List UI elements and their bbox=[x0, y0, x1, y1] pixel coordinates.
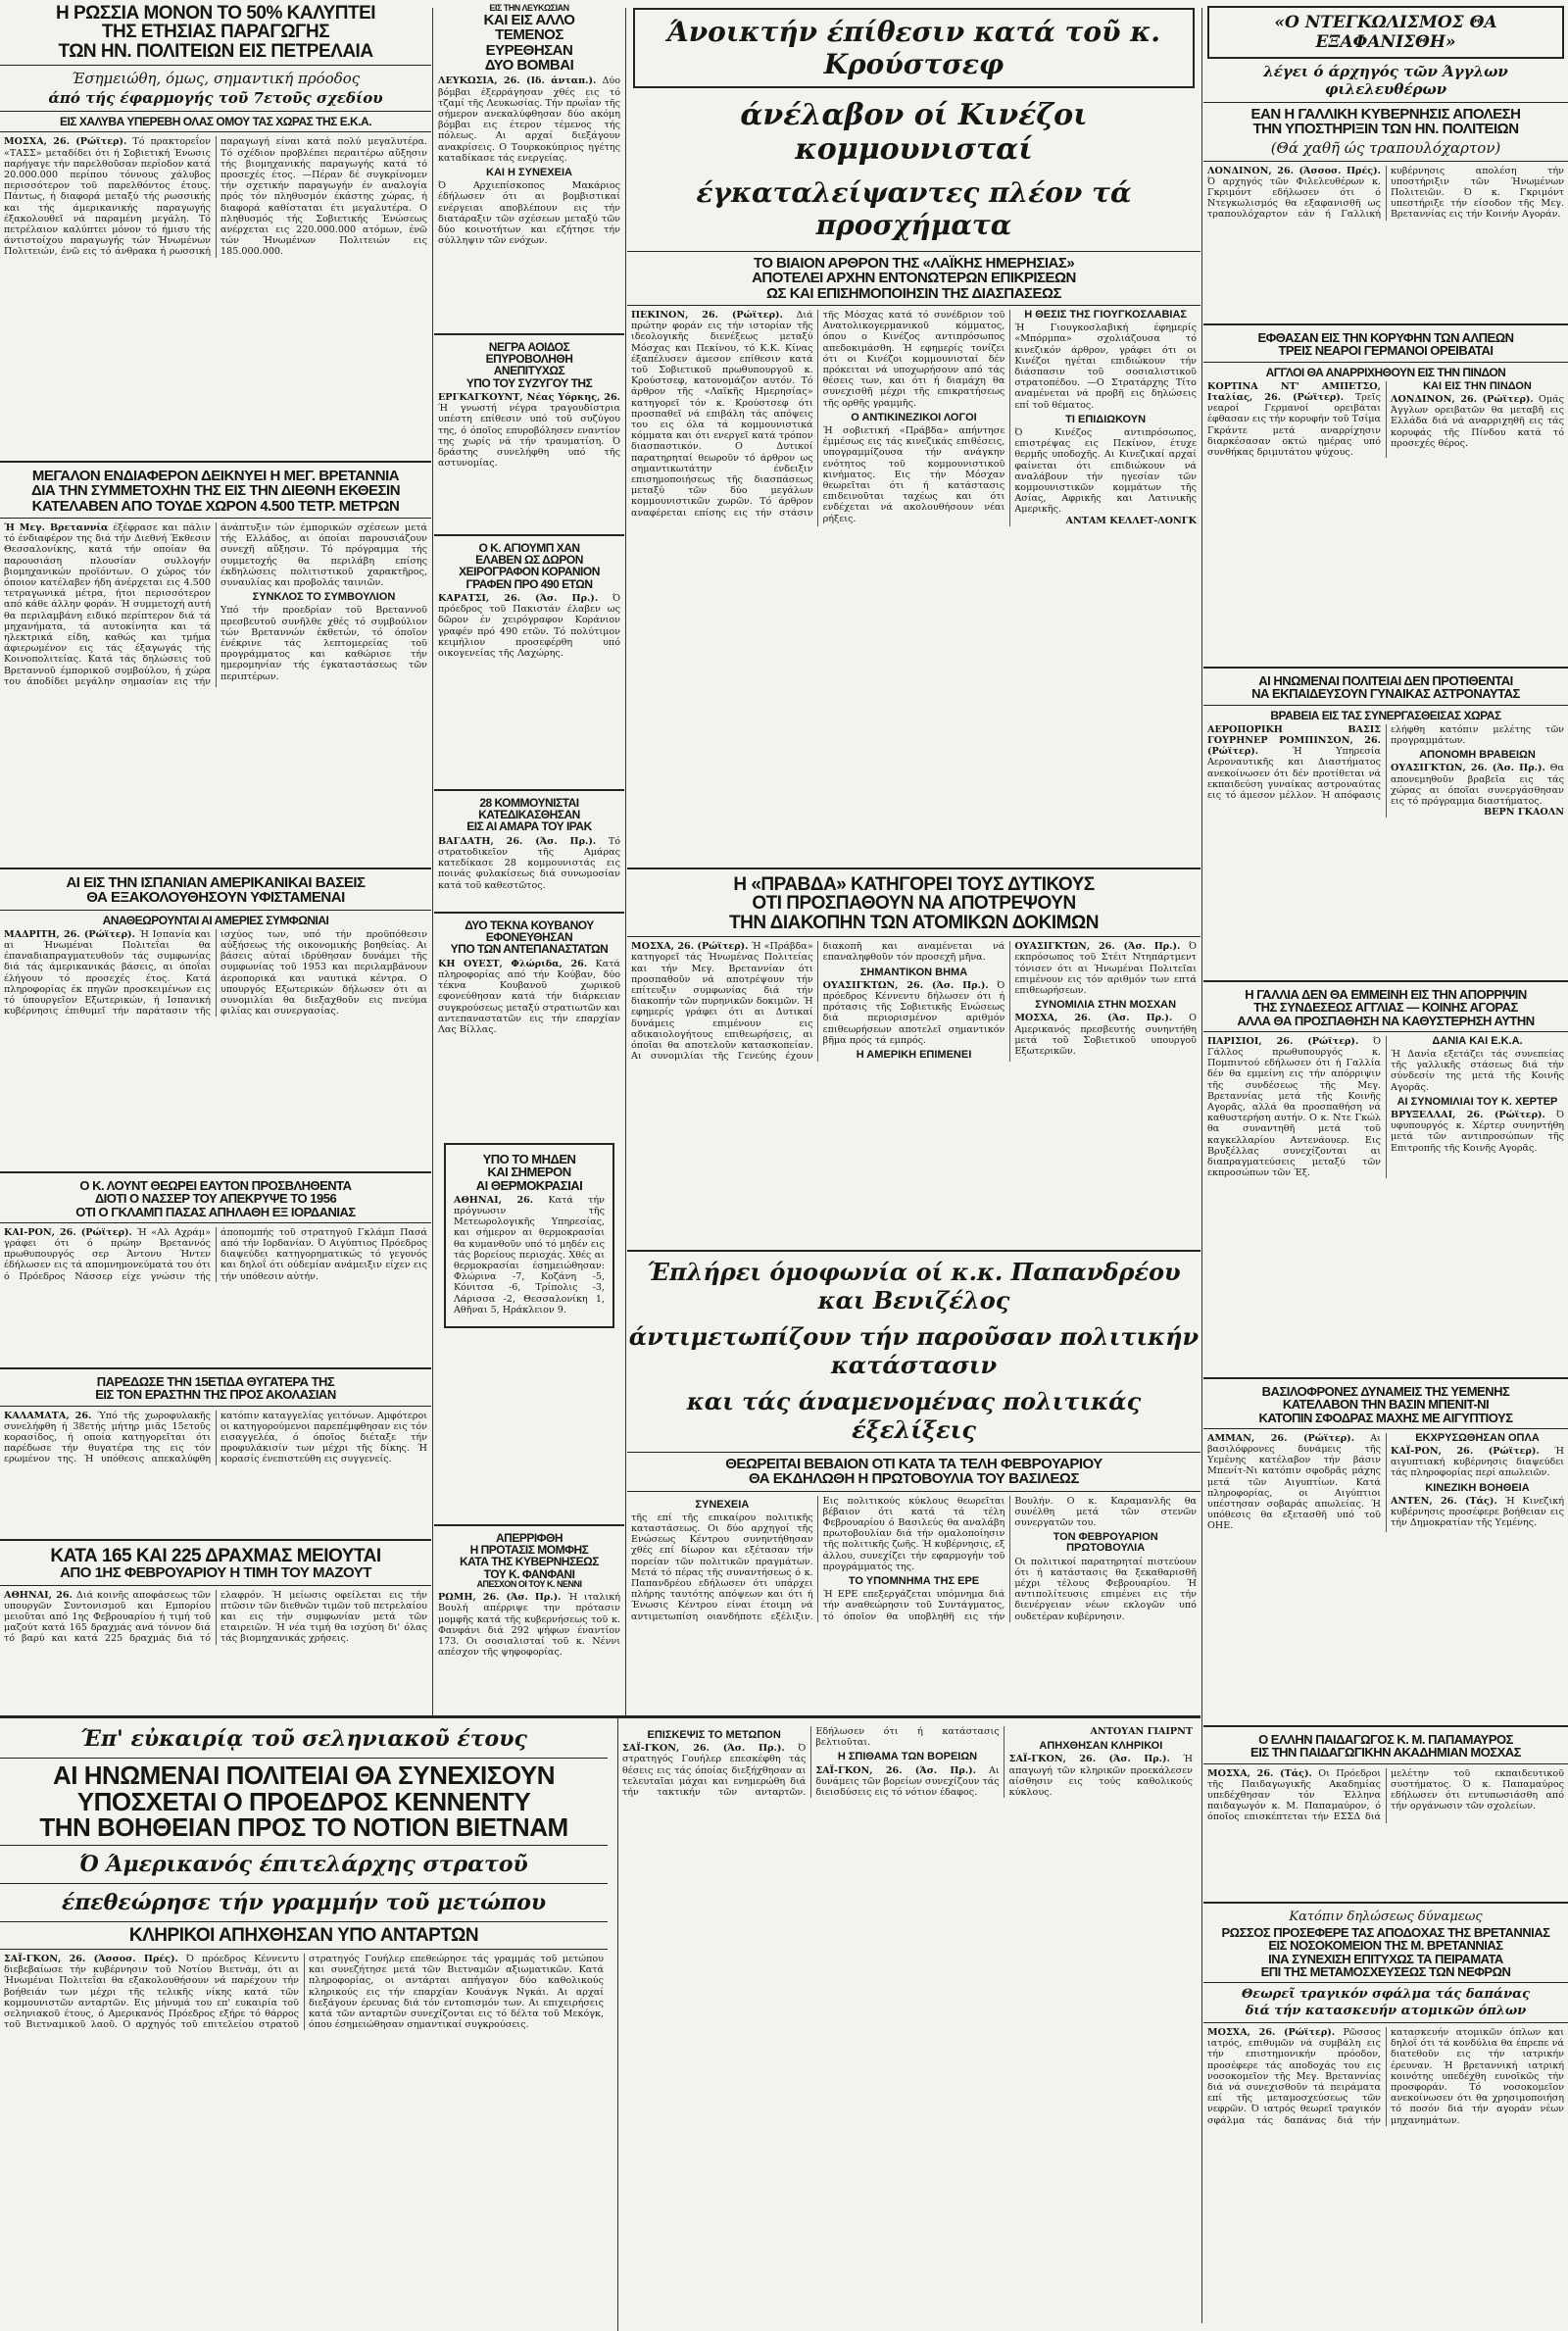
headline: ΚΑΤΕΔΙΚΑΣΘΗΣΑΝ bbox=[478, 808, 580, 822]
interheadline: ΚΑΙ ΕΙΣ ΤΗΝ ΠΙΝΔΟΝ bbox=[1423, 379, 1532, 392]
article-text: Ή Κινεζική κυβέρνησις προσέφερε βοήθειαν εις τήν Δημοκρατίαν τῆς Υεμένης. bbox=[1391, 1495, 1564, 1529]
headline: ΥΠΟ ΤΟΥ ΣΥΖΥΓΟΥ ΤΗΣ bbox=[466, 375, 593, 390]
story-britain-expo bbox=[0, 461, 431, 869]
byline: ΑΝΤΑΜ ΚΕΛΛΕΤ-ΛΟΝΓΚ bbox=[1065, 515, 1197, 526]
headline: Η ΓΑΛΛΙΑ ΔΕΝ ΘΑ ΕΜΜΕΙΝΗ ΕΙΣ ΤΗΝ ΑΠΟΡΡΙΨΙΝ bbox=[1245, 987, 1527, 1002]
dateline: ΑΝΤΕΝ, 26. (Τάς). bbox=[1391, 1495, 1497, 1507]
story-gaullism bbox=[1203, 4, 1568, 327]
headline: Η ΡΩΣΣΙΑ ΜΟΝΟΝ ΤΟ 50% ΚΑΛΥΠΤΕΙ bbox=[55, 4, 376, 24]
article-text: Τρεῖς νεαροί Γερμανοί ορειβάται έφθασαν εις τήν κορυφήν τοῦ Τσίμα Γκράντε μετά αναρρίχησιν διαρκέσασαν οκτώ ημέρας υπό συνθήκας δριμυτάτου ψύχους. bbox=[1207, 391, 1381, 458]
article-text: Ή αιγυπτιακή κυβέρνησις διαψεύδει τάς πληροφορίας περί απωλειῶν. bbox=[1391, 1445, 1564, 1479]
headline: ΕΙΣ ΑΙ ΑΜΑΡΑ ΤΟΥ ΙΡΑΚ bbox=[466, 819, 592, 834]
subheadline: Θεωρεῖ τραγικόν σφάλμα τάς δαπάνας bbox=[1241, 1987, 1531, 2002]
interheadline: ΣΥΝΚΛΟΣ ΤΟ ΣΥΜΒΟΥΛΙΟΝ bbox=[252, 591, 396, 604]
interheadline: ΑΙ ΣΥΝΟΜΙΛΙΑΙ ΤΟΥ Κ. ΧΕΡΤΕΡ bbox=[1396, 1095, 1558, 1108]
headline-script: Ό Άμερικανός έπιτελάρχης στρατοῦ bbox=[79, 1851, 528, 1877]
headline: 28 ΚΟΜΜΟΥΝΙΣΤΑΙ bbox=[479, 796, 579, 810]
headline: Ο Κ. ΛΟΥΝΤ ΘΕΩΡΕΙ ΕΑΥΤΟΝ ΠΡΟΣΒΛΗΘΕΝΤΑ bbox=[79, 1178, 352, 1193]
deck: ΒΡΑΒΕΙΑ ΕΙΣ ΤΑΣ ΣΥΝΕΡΓΑΣΘΕΙΣΑΣ ΧΩΡΑΣ bbox=[1270, 708, 1501, 722]
interheadline: Η ΣΠΙΘΑΜΑ ΤΩΝ ΒΟΡΕΙΩΝ bbox=[837, 1751, 978, 1763]
article-text: Οι Πρόεδροι τῆς Παιδαγωγικῆς Ακαδημίας υπεδέχθησαν τόν Έλληνα παιδαγωγόν κ. Μ. Παπαμαύρον, ό όποῖος επισκέπτεται τήν ΕΣΣΔ διά μελέτην τοῦ εκπαιδευτικοῦ συστήματος. Ό κ. Παπαμαύρος εδήλωσεν ότι εντυπωσιάσθη από τήν οργάνωσιν τῶν σχολείων. bbox=[1207, 1767, 1564, 1823]
article-body bbox=[454, 1195, 605, 1315]
headline: ΘΑ ΕΞΑΚΟΛΟΥΘΗΣΟΥΝ ΥΦΙΣΤΑΜΕΝΑΙ bbox=[86, 889, 345, 907]
article-body bbox=[622, 1726, 1193, 1798]
article-text: Ή σοβιετική «Πράβδα» απήντησε έμμέσως εις τάς κινεζικάς επιθέσεις, υπογραμμίζουσα τήν ανάγκην ενότητος τοῦ κομμουνιστικοῦ κινήματος. Εις τήν Μόσχαν θεωρεῖται ότι ή κατάστασις επιδεινοῦται ταχέως και ότι ενδέχεται νά ακολουθήσουν νέαι ρήξεις. bbox=[822, 424, 1005, 524]
story-france-common-market bbox=[1203, 980, 1568, 1374]
article-body bbox=[4, 522, 427, 687]
article-text: Ή ΕΡΕ επεξεργάζεται υπόμνημα διά τήν αναθεώρησιν τοῦ Συντάγματος, τό όποῖον θα υποβληθῆ εις τήν Βουλήν. Ο κ. Καραμανλῆς θα συνέλθη μετά τῶν στενῶν συνεργατῶν του. bbox=[822, 1495, 1197, 1622]
byline: ΑΝΤΟΥΑΝ ΓΙΑΙΡΝΤ bbox=[1090, 1726, 1193, 1737]
dateline: ΜΟΣΧΑ, 26. (Ρώϊτερ). bbox=[631, 941, 749, 953]
interheadline: ΣΥΝΕΧΕΙΑ bbox=[695, 1498, 750, 1511]
article-body bbox=[438, 959, 620, 1035]
headline: Η ΠΡΟΤΑΣΙΣ ΜΟΜΦΗΣ bbox=[469, 1543, 589, 1558]
article-text: Ή απαγωγή τῶν κληρικῶν προεκάλεσεν αίσθησιν εις τούς καθολικούς κύκλους. bbox=[1008, 1754, 1193, 1799]
article-body bbox=[4, 1411, 427, 1465]
dateline: ΒΡΥΞΕΛΛΑΙ, 26. (Ρώϊτερ). bbox=[1391, 1109, 1545, 1120]
headline: ΤΗΝ ΔΙΑΚΟΠΗΝ ΤΩΝ ΑΤΟΜΙΚΩΝ ΔΟΚΙΜΩΝ bbox=[729, 912, 1099, 933]
dateline: ΜΟΣΧΑ, 26. (Ρώϊτερ). bbox=[1207, 2027, 1336, 2038]
dateline: ΚΑΙ-ΡΟΝ, 26. (Ρώϊτερ). bbox=[4, 1226, 132, 1238]
headline: ΠΑΡΕΔΩΣΕ ΤΗΝ 15ΕΤΙΔΑ ΘΥΓΑΤΕΡΑ ΤΗΣ bbox=[96, 1374, 335, 1389]
headline: ΝΑ ΕΚΠΑΙΔΕΥΣΟΥΝ ΓΥΝΑΙΚΑΣ ΑΣΤΡΟΝΑΥΤΑΣ bbox=[1251, 686, 1520, 702]
headline-script: άντιμετωπίζουν τήν παροῦσαν πολιτικήν κατάστασιν bbox=[628, 1322, 1200, 1379]
headline: ΙΝΑ ΣΥΝΕΧΙΣΗ ΕΠΙΤΥΧΩΣ ΤΑ ΠΕΙΡΑΜΑΤΑ bbox=[1268, 1951, 1503, 1966]
headline: ΕΙΣ ΤΟΝ ΕΡΑΣΤΗΝ ΤΗΣ ΠΡΟΣ ΑΚΟΛΑΣΙΑΝ bbox=[95, 1387, 336, 1403]
interheadline: ΤΟ ΥΠΟΜΝΗΜΑ ΤΗΣ ΕΡΕ bbox=[848, 1575, 980, 1588]
story-kalamata bbox=[0, 1367, 431, 1536]
story-ayub-khan bbox=[434, 534, 624, 786]
bottom-right bbox=[617, 1718, 1197, 2331]
headline: ΑΙ ΗΝΩΜΕΝΑΙ ΠΟΛΙΤΕΙΑΙ ΔΕΝ ΠΡΟΤΙΘΕΝΤΑΙ bbox=[1258, 673, 1513, 688]
headline: ΤΗΣ ΕΤΗΣΙΑΣ ΠΑΡΑΓΩΓΗΣ bbox=[101, 22, 330, 43]
column-4 bbox=[1203, 0, 1568, 2331]
story-kennedy-vietnam bbox=[0, 1715, 1200, 2331]
headline-script: Έπλήρει όμοφωνία οί κ.κ. Παπανδρέου και Βενιζέλος bbox=[647, 1258, 1181, 1314]
dateline: ΕΡΓΚΑΓΚΟΥΝΤ, Νέας Υόρκης, 26. bbox=[438, 391, 620, 403]
article-text: Ό στρατηγός Γουήλερ επεσκέφθη τάς θέσεις εις τάς όποίας διεξήχθησαν αι τελευταῖαι μάχαι και ενημερώθη διά τήν τακτικήν τῶν ανταρτῶν. Εδήλωσεν ότι ή κατάστασις βελτιοῦται. bbox=[622, 1726, 1000, 1799]
headline: ΟΤΙ ΠΡΟΣΠΑΘΟΥΝ ΝΑ ΑΠΟΤΡΕΨΟΥΝ bbox=[752, 893, 1076, 915]
interheadline: Η ΘΕΣΙΣ ΤΗΣ ΓΙΟΥΓΚΟΣΛΑΒΙΑΣ bbox=[1024, 308, 1188, 321]
headline: ΚΑΙ ΣΗΜΕΡΟΝ bbox=[487, 1165, 571, 1180]
headline: Η «ΠΡΑΒΔΑ» ΚΑΤΗΓΟΡΕΙ ΤΟΥΣ ΔΥΤΙΚΟΥΣ bbox=[733, 874, 1095, 895]
article-text: Ό πρόεδρος τοῦ Πακιστάν έλαβεν ως δῶρον έν χειρόγραφον Κοράνιον γραφέν πρό 490 ετῶν. Τό πολύτιμον κειμήλιον προσεφέρθη υπό οικογενείας τῆς Λαχώρης. bbox=[438, 592, 620, 659]
kicker: ΕΙΣ ΤΗΝ ΛΕΥΚΩΣΙΑΝ bbox=[489, 4, 569, 13]
story-russian-doctor bbox=[1203, 1902, 1568, 2327]
interheadline: ΣΥΝΟΜΙΛΙΑ ΣΤΗΝ ΜΟΣΧΑΝ bbox=[1035, 999, 1177, 1012]
article-text: Ή ιταλική Βουλή απέρριψε την πρότασιν μομφῆς κατά τῆς κυβερνήσεως τοῦ κ. Φανφάνι διά 292 ψήφων έναντίον 173. Οι σοσιαλισταί τοῦ κ. Νέννι απέσχον τῆς ψηφοφορίας. bbox=[438, 1592, 621, 1659]
headline-script: και τάς άναμενομένας πολιτικάς έξελίξεις bbox=[686, 1387, 1142, 1444]
headline: ΘΕΩΡΕΙΤΑΙ ΒΕΒΑΙΟΝ ΟΤΙ ΚΑΤΑ ΤΑ ΤΕΛΗ ΦΕΒΡΟΥΑΡΙΟΥ bbox=[725, 1456, 1102, 1472]
dateline: ΛΟΝΔΙΝΟΝ, 26. (Άσσοσ. Πρές). bbox=[1207, 165, 1381, 176]
headline: ΚΑΤΕΛΑΒΟΝ ΤΗΝ ΒΑΣΙΝ ΜΠΕΝΙΤ-ΝΙ bbox=[1282, 1397, 1490, 1413]
interheadline: ΣΗΜΑΝΤΙΚΟΝ ΒΗΜΑ bbox=[859, 966, 968, 978]
kicker: Κατόπιν δηλώσεως δύναμεως bbox=[1289, 1909, 1483, 1924]
headline: ΥΠΟΣΧΕΤΑΙ Ο ΠΡΟΕΔΡΟΣ ΚΕΝΝΕΝΤΥ bbox=[76, 1786, 531, 1816]
dateline: ΜΟΣΧΑ, 26. (Ρώϊτερ). bbox=[4, 136, 127, 148]
story-papandreou-venizelos bbox=[627, 1250, 1200, 1712]
headline-script: άνέλαβον οί Κινέζοι κομμουνισταί bbox=[740, 98, 1088, 167]
article-text: Ή Δανία εξετάζει τάς συνεπείας τῆς γαλλικῆς στάσεως διά τήν σύνδεσίν της μετά τῆς Κοινῆς Αγορᾶς. bbox=[1391, 1048, 1564, 1093]
headline: ΔΥΟ ΤΕΚΝΑ ΚΟΥΒΑΝΟΥ bbox=[465, 918, 594, 932]
interheadline: ΚΑΙ Η ΣΥΝΕΧΕΙΑ bbox=[486, 166, 572, 178]
article-body bbox=[4, 1227, 427, 1282]
article-text: Ή Υπηρεσία Αεροναυτικῆς και Διαστήματος ανεκοίνωσεν ότι δέν προτίθεται νά εκπαιδεύση γυναίκας αστροναύτας εις τό άμεσον μέλλον. Ή απόφασις ελήφθη κατόπιν μελέτης τῶν προγραμμάτων. bbox=[1207, 723, 1564, 801]
article-body bbox=[4, 929, 427, 1017]
article-text: Ή Ισπανία και αι Ήνωμέναι Πολιτεΐαι θα έπαναδιαπραγματευθοῦν τάς συμφωνίας διά τάς άμερικανικάς βάσεις, αι όποΐαι έλήγουν τό προσεχές έτος. Κατά πληροφορίας έκ πηγῶν προσκειμένων εις τό ύπουργεῖον Εξωτερικών, ή Ισπανική κυβέρνησις έπιθυμεῖ τήν παράτασιν τῆς ισχύος των, υπό τήν προϋπόθεσιν αὐξήσεως τής οικονομικής βοηθείας. Αι βάσεις αὐταί ιδρύθησαν δυνάμει τῆς συμφωνίας τοῦ 1953 και περιλαμβάνουν άεροπορικά και ναυτικά κέντρα. Ο υπουργός Εξωτερικών δήλωσεν ότι αι συνομιλίαι θα διεξαχθοῦν εις πνεύμα φιλίας και συνεργασίας. bbox=[4, 928, 427, 1017]
article-text: έξέφρασε και πάλιν τό ένδιαφέρον της διά τήν Διεθνή Έκθεσιν Θεσσαλονίκης, κατά τήν οποίαν θα παρουσιάση πλουσίαν συλλογήν βιομηχανικών προϊόντων. Ο χώρος τόν όποιον κατέλαβεν ήδη άνέρχεται εις 4.500 τετραγωνικά μέτρα, ήτοι περισσότερον από κάθε άλλην φοράν. Ή συμμετοχή αυτή θα περιλαμβάνη ειδικό περίπτερον διά τά μηχανήματα, τά αυτοκίνητα και τά ηλεκτρικά είδη, καθώς και τμήμα άφιερωμένον εις τάς έξαγωγάς τής Κοινοπολιτείας. Κατά τάς δηλώσεις τοῦ Βρεταννοῦ έμπορικοῦ συμβούλου, ή χώρα του άποδίδει μεγάλην σημασίαν εις τήν άνάπτυξιν τών έμπορικών σχέσεων μετά τής Ελλάδος, αι όποίαι παρουσιάζουν συνεχῆ αὔξησιν. Τό πρόγραμμα τής συμμετοχής θα περιλάβη επίσης έκδηλώσεις πολιτιστικοῦ χαρακτῆρος, συναυλίας και προβολάς ταινιῶν. bbox=[4, 521, 427, 687]
interheadline: ΔΑΝΙΑ ΚΑΙ Ε.Κ.Α. bbox=[1432, 1034, 1523, 1047]
story-alps-climbers bbox=[1203, 323, 1568, 664]
article-text: Οι πολιτικοί παρατηρηταί πιστεύουν ότι ή κατάστασις θα ξεκαθαρισθῆ μέχρι τέλους Φεβρουαρίου. Ή αντιπολίτευσις επιμένει εις τήν διενέργειαν νέων εκλογῶν υπό ουδετέραν κυβέρνησιν. bbox=[1014, 1556, 1197, 1622]
script-headline-box bbox=[633, 8, 1195, 88]
headline: ΚΑΤΑ ΤΗΣ ΚΥΒΕΡΝΗΣΕΩΣ bbox=[459, 1555, 599, 1569]
headline-script: Άνοικτήν έπίθεσιν κατά τοῦ κ. Κρούστσεφ bbox=[667, 16, 1160, 80]
headline: ΤΟ ΒΙΑΙΟΝ ΑΡΘΡΟΝ ΤΗΣ «ΛΑΪΚΗΣ ΗΜΕΡΗΣΙΑΣ» bbox=[753, 255, 1075, 272]
headline: ΔΥΟ ΒΟΜΒΑΙ bbox=[484, 57, 574, 74]
article-body bbox=[4, 136, 427, 257]
article-text: Τό πρακτορεΐον «ΤΑΣΣ» μεταδίδει ότι ή Σοβιετική Ένωσις παρήγαγε τήν παρελθοῦσαν περίοδον κατά 20.000.000 περίπου τόννους χάλυβος περισσότερον τοῦ παρελθόντος έτους. Πάντως, ή διαφορά μεταξύ τής ρωσσικής και τής άμερικανικής παραγωγής έξακολουθεῖ νά παραμένη μεγάλη. Τό πετρέλαιον καλύπτει μόνον τό ήμισυ τής άντιστοίχου παραγωγής τών Ήνωμένων Πολιτειών, ένῶ εις τό άνθρακα ή ρωσσική παραγωγή είναι κατά πολύ μεγαλυτέρα. Τό σχέδιον προβλέπει περαιτέρω αὔξησιν τής βιομηχανικής παραγωγής κατά τό προσεχές έτος. —Πέραν δέ συγκρίνομεν τήν σχετικήν παραγωγήν έν αναλογία πρός τόν πληθυσμόν έκάστης χώρας, ή διαφορά καθίσταται έτι μεγαλυτέρα. Ο πληθυσμός τής Σοβιετικής Ένώσεως ανέρχεται εις 220.000.000 ατόμων, ένῶ τών Ήνωμένων Πολιτειών εις 185.000.000. bbox=[4, 136, 427, 258]
headline: Ο Κ. ΑΓΙΟΥΜΠ ΧΑΝ bbox=[478, 541, 580, 555]
dateline: ΟΥΑΣΙΓΚΤΩΝ, 26. (Άσ. Πρ.). bbox=[1014, 941, 1181, 953]
headline: ΚΑΤΟΠΙΝ ΣΦΟΔΡΑΣ ΜΑΧΗΣ ΜΕ ΑΙΓΥΠΤΙΟΥΣ bbox=[1258, 1410, 1513, 1425]
headline: ΧΕΙΡΟΓΡΑΦΟΝ ΚΟΡΑΝΙΟΝ bbox=[459, 565, 600, 579]
dateline: ΣΑΪ-ΓΚΟΝ, 26. (Άσ. Πρ.). bbox=[1008, 1754, 1170, 1765]
article-text: Ρῶσσος ιατρός, επιθυμῶν νά συμβάλη εις τήν επιστημονικήν πρόοδον, προσέφερε τάς αποδοχάς του εις νοσοκομεῖον τῆς Μεγ. Βρεταννίας διά νά συνεχισθοῦν τά πειράματα επί τῆς μεταμοσχεύσεως τῶν νεφρῶν. Ό ιατρός θεωρεῖ τραγικόν σφάλμα τάς δαπάνας διά τήν κατασκευήν ατομικῶν όπλων και δηλοΐ ότι τά κονδύλια θα έπρεπε νά διατεθοῦν εις τήν ιατρικήν έρευναν. Ή βρεταννική ιατρική κοινότης υπεδέχθη ευνοϊκῶς τήν προσφοράν. Τό νοσοκομεῖον ανεκοίνωσεν ότι θα χρησιμοποιήση τό ποσόν διά τήν αγοράν νέων μηχανημάτων. bbox=[1207, 2027, 1564, 2126]
dateline: ΛΟΝΔΙΝΟΝ, 26. (Ρώϊτερ). bbox=[1391, 393, 1534, 405]
dateline: ΜΟΣΧΑ, 26. (Τάς). bbox=[1207, 1767, 1312, 1779]
dateline: ΚΟΡΤΙΝΑ ΝΤ' ΑΜΠΕΤΣΟ, Ιταλίας, 26. (Ρώϊτερ). bbox=[1207, 380, 1381, 403]
article-text: Ύπό τῆς χωροφυλακῆς συνελήφθη ή 38ετής μήτηρ μιᾶς 15ετοῦς κορασίδος, ή οποία κατηγορεῖται ότι παρέδωσε τήν θυγατέρα της εις τόν ερωμένον της. Ή υπόθεσις απεκαλύφθη κατόπιν καταγγελίας γειτόνων. Αμφότεροι οι κατηγορούμενοι παρεπέμφθησαν εις τόν εισαγγελέα, ό όποῖος διέταξε τήν προφυλάκισίν των μέχρι τῆς δίκης. Ή κορασίς ένεπιστεύθη εις συγγενείς. bbox=[4, 1410, 427, 1465]
subheadline: (Θά χαθῆ ώς τραπουλόχαρτον) bbox=[1270, 138, 1501, 157]
headline: ΕΠΙ ΤΗΣ ΜΕΤΑΜΟΣΧΕΥΣΕΩΣ ΤΩΝ ΝΕΦΡΩΝ bbox=[1260, 1963, 1511, 1979]
article-text: Ό Αρχιεπίσκοπος Μακάριος έδήλωσεν ότι αι βομβιστικαί ενέργειαι αποβλέπουν εις τήν διατάραξιν τῶν σχέσεων μεταξύ τῶν δύο κοινοτήτων και εζήτησε τήν σύλληψιν τῶν ενόχων. bbox=[438, 180, 620, 247]
dateline: ΟΥΑΣΙΓΚΤΩΝ, 26. (Άσ. Πρ.). bbox=[1391, 763, 1545, 774]
article-text: Θα απονεμηθοῦν βραβεῖα εις τάς χώρας αι όποῖαι συνεργάσθησαν εις τό πρόγραμμα διαστήματος. bbox=[1391, 763, 1564, 807]
article-text: Ή γνωστή νέγρα τραγουδίστρια υπέστη επίθεσιν υπό τοῦ συζύγου της, ό όποῖος επυροβόλησεν εναντίον της χωρίς νά τήν τραυματίση. Ό δράστης συνελήφθη υπό τῆς αστυνομίας. bbox=[438, 403, 620, 470]
dateline: ΑΜΜΑΝ, 26. (Ρώϊτερ). bbox=[1207, 1432, 1355, 1444]
article-text: Υπό τήν προεδρίαν τοῦ Βρεταννοῦ πρεσβευτοῦ συνῆλθε χθές τό συμβούλιον τών Βρεταννών έκθετών, τό όποῖον ένέκρινε τάς λεπτομερείας τοῦ προγράμματος και καθώρισε τήν ημερομηνίαν τής έγκαταστάσεως τῶν περιπτέρων. bbox=[220, 605, 427, 682]
article-text: Διά κοινῆς αποφάσεως τῶν υπουργῶν Συντονισμοῦ και Εμπορίου μειοῦται από 1ης Φεβρουαρίου ή τιμή τοῦ μαζούτ κατά 165 δραχμάς ανά τόννον διά τό βαρύ και κατά 225 δραχμάς διά τό ελαφρόν. Ή μείωσις οφείλεται εις τήν πτῶσιν τῶν διεθνῶν τιμῶν τοῦ πετρελαίου και εις τήν συμφωνίαν μετά τῶν εταιρειῶν. Ή νέα τιμή θα ισχύση δι' όλας τάς βιομηχανικάς χρήσεις. bbox=[4, 1589, 427, 1645]
dateline: ΑΕΡΟΠΟΡΙΚΗ ΒΑΣΙΣ ΓΟΥΡΗΝΕΡ ΡΟΜΠΙΝΣΟΝ, 26. (Ρώϊτερ). bbox=[1207, 723, 1381, 758]
headline: ΤΗΣ ΣΥΝΔΕΣΕΩΣ ΑΓΓΛΙΑΣ — ΚΟΙΝΗΣ ΑΓΟΡΑΣ bbox=[1253, 1000, 1518, 1016]
byline: ΒΕΡΝ ΓΚΑΟΛΝ bbox=[1484, 807, 1564, 818]
interheadline: ΤΙ ΕΠΙΔΙΩΚΟΥΝ bbox=[1065, 413, 1147, 425]
story-spain-bases bbox=[0, 868, 431, 1168]
article-text: Αι βασιλόφρονες δυνάμεις τῆς Υεμένης κατέλαβον τήν βάσιν Μπενίτ-Νι κατόπιν σφοδρᾶς μάχης μετά τῶν Αιγυπτίων. Κατά πληροφορίας, οι Αιγύπτιοι υπέστησαν σοβαράς απωλείας. Ή υπόθεσις θα εξετασθῆ υπό τοῦ ΟΗΕ. bbox=[1207, 1432, 1381, 1532]
headline: ΤΕΜΕΝΟΣ bbox=[495, 26, 564, 44]
story-yemen bbox=[1203, 1377, 1568, 1722]
article-text: Ό εκπρόσωπος τοῦ Στέιτ Ντηπάρτμεντ τόνισεν ότι αι Ήνωμέναι Πολιτεῖαι επιμένουν εις τόν αριθμόν των επτά επιθεωρήσεων. bbox=[1014, 941, 1197, 996]
headline: ΑΙ ΗΝΩΜΕΝΑΙ ΠΟΛΙΤΕΙΑΙ ΘΑ ΣΥΝΕΧΙΣΟΥΝ bbox=[52, 1761, 556, 1790]
dateline: ΣΑΪ-ΓΚΟΝ, 26. (Άσσοσ. Πρές). bbox=[4, 1953, 178, 1964]
headline: ΑΛΛΑ ΘΑ ΠΡΟΣΠΑΘΗΣΗ ΝΑ ΚΑΘΥΣΤΕΡΗΣΗ ΑΥΤΗΝ bbox=[1237, 1013, 1535, 1028]
headline: ΑΠΟΤΕΛΕΙ ΑΡΧΗΝ ΕΝΤΟΝΩΤΕΡΩΝ ΕΠΙΚΡΙΣΕΩΝ bbox=[752, 270, 1076, 287]
dateline: ΑΘΗΝΑΙ, 26. bbox=[454, 1194, 534, 1206]
story-papamavros bbox=[1203, 1725, 1568, 1899]
headline-script: έγκαταλείψαντες πλέον τά προσχήματα bbox=[696, 176, 1132, 241]
headline: ΕΙΣ ΤΗΝ ΠΑΙΔΑΓΩΓΙΚΗΝ ΑΚΑΔΗΜΙΑΝ ΜΟΣΧΑΣ bbox=[1250, 1745, 1521, 1761]
article-text: Ο Αμερικανός πρεσβευτής συνηντήθη μετά τοῦ Σοβιετικοῦ υπουργοῦ Εξωτερικῶν. bbox=[1014, 1013, 1197, 1057]
dateline: ΣΑΪ-ΓΚΟΝ, 26. (Άσ. Πρ.). bbox=[622, 1743, 785, 1755]
dateline: ΟΥΑΣΙΓΚΤΩΝ, 26. (Άσ. Πρ.). bbox=[822, 979, 989, 991]
story-temperatures bbox=[434, 1137, 624, 1519]
interheadline: ΑΠΗΧΘΗΣΑΝ ΚΛΗΡΙΚΟΙ bbox=[1039, 1740, 1163, 1753]
article-body bbox=[1207, 1768, 1564, 1823]
dateline: ΚΑΪ-ΡΟΝ, 26. (Ρώϊτερ). bbox=[1391, 1445, 1540, 1457]
headline: ΓΡΑΦΕΝ ΠΡΟ 490 ΕΤΩΝ bbox=[466, 576, 593, 591]
article-body bbox=[438, 836, 620, 891]
subheadline: Έσημειώθη, όμως, σημαντική πρόοδος bbox=[71, 70, 361, 88]
dateline: ΚΑΛΑΜΑΤΑ, 26. bbox=[4, 1410, 92, 1421]
article-body bbox=[631, 310, 1197, 526]
headline: ΒΑΣΙΛΟΦΡΟΝΕΣ ΔΥΝΑΜΕΙΣ ΤΗΣ ΥΕΜΕΝΗΣ bbox=[1261, 1384, 1510, 1399]
article-text: Ή Γιουγκοσλαβική έφημερίς «Μπόρμπα» σχολιάζουσα τό κινεζικόν άρθρον, γράφει ότι οι Κινέζοι ηγέται επιδιώκουν τήν διάσπασιν τοῦ σοσιαλιστικοῦ στρατοπέδου. —Ο Στρατάρχης Τίτο αναμένεται νά προβῆ εις δηλώσεις επί τοῦ θέματος. bbox=[1014, 322, 1197, 411]
bottom-left bbox=[0, 1718, 608, 2331]
headline: ΔΙΟΤΙ Ο ΝΑΣΣΕΡ ΤΟΥ ΑΠΕΚΡΥΨΕ ΤΟ 1956 bbox=[94, 1191, 337, 1207]
headline: ΤΟΥ Κ. ΦΑΝΦΑΝΙ bbox=[483, 1566, 575, 1581]
article-body bbox=[1207, 381, 1564, 458]
headline: ΥΠΟ ΤΟ ΜΗΔΕΝ bbox=[482, 1152, 576, 1166]
dateline: ΠΑΡΙΣΙΟΙ, 26. (Ρώϊτερ). bbox=[1207, 1035, 1359, 1047]
article-text: Δύο βόμβαι έξερράγησαν χθές εις τό τζαμί τῆς Λευκωσίας. Τήν πρωΐαν τῆς σήμερον ανεκαλύφθησαν δύο ακόμη βόμβαι εις έτερον τέμενος τής πόλεως. Αι αρχαί διεξάγουν ανακρίσεις. Ο Τουρκοκύπριος ηγέτης καταδίκασε τάς ενεργείας. bbox=[438, 75, 620, 164]
headline: ΚΑΤΕΛΑΒΕΝ ΑΠΟ ΤΟΥΔΕ ΧΩΡΟΝ 4.500 ΤΕΤΡ. ΜΕΤΡΩΝ bbox=[31, 497, 400, 515]
article-text: Ομάς Άγγλων ορειβατῶν θα μεταβῆ εις Ελλάδα διά νά αναρριχηθῆ εις τάς κορυφάς τῆς Πίνδου κατά τό προσεχές θέρος. bbox=[1391, 393, 1564, 449]
headline: ΘΑ ΕΚΔΗΛΩΘΗ Η ΠΡΩΤΟΒΟΥΛΙΑ ΤΟΥ ΒΑΣΙΛΕΩΣ bbox=[749, 1470, 1079, 1488]
story-russia-oil bbox=[0, 4, 431, 465]
dateline: ΡΩΜΗ, 26. (Άσ. Πρ.). bbox=[438, 1592, 562, 1604]
article-text: Αι δυνάμεις τῶν βορείων συνεχίζουν τάς διεισδύσεις εις τό νότιον έδαφος. bbox=[815, 1764, 1000, 1799]
headline: ΕΠΥΡΟΒΟΛΗΘΗ bbox=[485, 352, 573, 367]
dateline: ΒΑΓΔΑΤΗ, 26. (Άσ. Πρ.). bbox=[438, 835, 597, 847]
headline: ΤΩΝ ΗΝ. ΠΟΛΙΤΕΙΩΝ ΕΙΣ ΠΕΤΡΕΛΑΙΑ bbox=[58, 40, 373, 62]
headline: ΑΠΕΡΡΙΦΘΗ bbox=[495, 1531, 564, 1545]
headline: ΥΠΟ ΤΩΝ ΑΝΤΕΠΑΝΑΣΤΑΤΩΝ bbox=[450, 942, 609, 957]
headline: Ο ΕΛΛΗΝ ΠΑΙΔΑΓΩΓΟΣ Κ. Μ. ΠΑΠΑΜΑΥΡΟΣ bbox=[1258, 1732, 1513, 1747]
article-body bbox=[438, 1592, 620, 1658]
article-body bbox=[438, 75, 620, 246]
dateline: ΛΕΥΚΩΣΙΑ, 26. (Ιδ. άνταπ.). bbox=[438, 75, 597, 87]
headline: ΕΙΣ ΝΟΣΟΚΟΜΕΙΟΝ ΤΗΣ Μ. ΒΡΕΤΑΝΝΙΑΣ bbox=[1268, 1938, 1503, 1954]
deck: ΚΛΗΡΙΚΟΙ ΑΠΗΧΘΗΣΑΝ ΥΠΟ ΑΝΤΑΡΤΩΝ bbox=[128, 1924, 479, 1946]
subheadline: διά τήν κατασκευήν ατομικῶν όπλων bbox=[1245, 2004, 1527, 2018]
story-cuba bbox=[434, 912, 624, 1134]
story-iraq-communists bbox=[434, 789, 624, 909]
headline: ΕΥΡΕΘΗΣΑΝ bbox=[485, 41, 573, 59]
story-pravda-tests bbox=[627, 868, 1200, 1247]
interheadline: ΕΚΧΡΥΣΩΘΗΣΑΝ ΟΠΛΑ bbox=[1415, 1431, 1540, 1444]
headline: ΜΕΓΑΛΟΝ ΕΝΔΙΑΦΕΡΟΝ ΔΕΙΚΝΥΕΙ Η ΜΕΓ. ΒΡΕΤΑΝΝΙΑ bbox=[31, 468, 400, 484]
article-body bbox=[631, 941, 1197, 1062]
story-china-khrushchev bbox=[627, 4, 1200, 867]
headline: ΑΠΟ 1ΗΣ ΦΕΒΡΟΥΑΡΙΟΥ Η ΤΙΜΗ ΤΟΥ ΜΑΖΟΥΤ bbox=[60, 1564, 371, 1582]
article-body bbox=[1207, 724, 1564, 818]
dateline: ΜΑΔΡΙΤΗ, 26. (Ρώϊτερ). bbox=[4, 928, 135, 940]
article-body bbox=[631, 1496, 1197, 1622]
article-body bbox=[1207, 2027, 1564, 2126]
story-women-astronauts bbox=[1203, 667, 1568, 977]
deck: ΕΙΣ ΧΑΛΥΒΑ ΥΠΕΡΕΒΗ ΟΛΑΣ ΟΜΟΥ ΤΑΣ ΧΩΡΑΣ ΤΗΣ Ε.Κ.Α. bbox=[59, 115, 372, 129]
headline: ΔΙΑ ΤΗΝ ΣΥΜΜΕΤΟΧΗΝ ΤΗΣ ΕΙΣ ΤΗΝ ΔΙΕΘΝΗ ΕΚΘΕΣΙΝ bbox=[30, 482, 401, 500]
article-text: Ό Κινέζος αντιπρόσωπος, επιστρέψας εις Πεκίνον, έτυχε θερμῆς υποδοχῆς. Αι Κινεζικαί αρχαί φαίνεται ότι επιδιώκουν νά αναλάβουν τήν ηγεσίαν τῶν κομμουνιστικῶν κομμάτων τῆς Ασίας, Αφρικῆς και Λατινικῆς Αμερικῆς. bbox=[1014, 426, 1197, 516]
article-text: Τό στρατοδικεῖον τῆς Αμάρας κατεδίκασε 28 κομμουνιστάς εις ποινάς φυλακίσεως διά συνωμοσίαν κατά τοῦ καθεστῶτος. bbox=[438, 835, 620, 891]
article-body bbox=[438, 593, 620, 659]
article-text: Ό Γάλλος πρωθυπουργός κ. Πομπιντού εδήλωσεν ότι ή Γαλλία δέν θα εμμείνη εις τήν απόρριψιν τῆς συνδέσεως τῆς Μεγ. Βρεταννίας μετά τῆς Κοινῆς Αγορᾶς, αλλά θα προσπαθήση νά καθυστερήση αυτήν. Ο κ. Ντε Γκώλ θα συναντηθῆ μετά τοῦ καγκελλαρίου Αντενάουερ. Εις Βρυξέλλας συνεχίζονται αι διαπραγματεύσεις μεταξύ τῶν εκπροσώπων τῶν Έξ. bbox=[1207, 1035, 1381, 1179]
deck: ΑΠΕΣΧΟΝ ΟΙ ΤΟΥ Κ. ΝΕΝΝΙ bbox=[476, 1578, 582, 1589]
dateline: Ή Μεγ. Βρεταννία bbox=[4, 521, 109, 533]
story-nicosia-bombs bbox=[434, 4, 624, 308]
article-text: Ό πρόεδρος Κέννεντυ διεβεβαίωσε τήν κυβέρνησιν τοῦ Νοτίου Βιετνάμ, ότι αι Ήνωμέναι Πολιτεΐαι θα εξακολουθήσουν νά παρέχουν τήν βοήθειάν των μέχρι τῆς τελικῆς νίκης κατά τῶν κομμουνιστῶν ανταρτῶν. Εις μήνυμά του επ' ευκαιρία τοῦ σεληνιακοῦ έτους, ό Αμερικανός Πρόεδρος εξήρε τό θάρρος τοῦ Βιετναμικοῦ λαοῦ. Ο αρχηγός τοῦ επιτελείου στρατοῦ στρατηγός Γουήλερ επεθεώρησε τάς γραμμάς τοῦ μετώπου και συνεζήτησε μετά τῶν Βιετναμῶν αξιωματικῶν. Κατά πληροφορίας, οι αντάρται απήγαγον δύο καθολικούς κληρικούς εις τήν επαρχίαν Κουάνγκ Νγκάι. Αι αρχαί διεξάγουν έρευνας διά τόν εντοπισμόν των. Αι επιχειρήσεις κατά τῶν ανταρτῶν συνεχίζονται εις τό δέλτα τοῦ Μεκόγκ, όπου έσημειώθησαν σημαντικαί συγκρούσεις. bbox=[4, 1953, 604, 2031]
article-body bbox=[1207, 1433, 1564, 1532]
interheadline: Η ΑΜΕΡΙΚΗ ΕΠΙΜΕΝΕΙ bbox=[856, 1048, 972, 1061]
headline-script: «Ο ΝΤΕΓΚΩΛΙΣΜΟΣ ΘΑ ΕΞΑΦΑΝΙΣΘΗ» bbox=[1274, 13, 1497, 52]
headline-script: έπεθεώρησε τήν γραμμήν τοῦ μετώπου bbox=[61, 1889, 547, 1915]
headline: ΑΙ ΘΕΡΜΟΚΡΑΣΙΑΙ bbox=[475, 1177, 583, 1193]
headline: ΕΛΑΒΕΝ ΩΣ ΔΩΡΟΝ bbox=[475, 553, 583, 568]
dateline: ΠΕΚΙΝΟΝ, 26. (Ρώϊτερ). bbox=[631, 309, 783, 321]
deck: ΑΓΓΛΟΙ ΘΑ ΑΝΑΡΡΙΧΗΘΟΥΝ ΕΙΣ ΤΗΝ ΠΙΝΔΟΝ bbox=[1265, 365, 1506, 379]
article-body bbox=[438, 392, 620, 469]
headline: ΕΦΟΝΕΥΘΗΣΑΝ bbox=[485, 930, 573, 945]
headline: ΝΕΓΡΑ ΑΟΙΔΟΣ bbox=[488, 340, 570, 354]
article-text: Κατά πληροφορίας από τήν Κούβαν, δύο τέκνα Κουβανοῦ χωρικοῦ εφονεύθησαν κατά τήν διάρκειαν συγκρούσεως μεταξύ στρατιωτῶν και αντεπαναστατῶν εις τήν επαρχίαν Λας Βίλλας. bbox=[438, 958, 620, 1035]
dateline: ΜΟΣΧΑ, 26. (Άσ. Πρ.). bbox=[1014, 1013, 1173, 1024]
headline: ΑΝΕΠΙΤΥΧΩΣ bbox=[493, 364, 565, 378]
dateline: ΣΑΪ-ΓΚΟΝ, 26. (Άσ. Πρ.). bbox=[815, 1764, 977, 1776]
article-text: Ό αρχηγός τῶν Φιλελευθέρων κ. Γκριμόντ εδήλωσεν ότι ό Ντεγκωλισμός θα εξαφανισθῆ ως τραπουλόχαρτον εάν ή Γαλλική κυβέρνησις απολέση τήν υποστήριξιν τῶν Ήνωμένων Πολιτειῶν. Ό κ. Γκριμόντ υπεστήριξε τήν είσοδον τῆς Μεγ. Βρεταννίας εις τήν Κοινήν Αγοράν. bbox=[1207, 165, 1564, 221]
dateline: ΚΗ ΟΥΕΣΤ, Φλώριδα, 26. bbox=[438, 958, 588, 969]
headline-script: λέγει ό άρχηγός τῶν Άγγλων φιλελευθέρων bbox=[1263, 63, 1508, 98]
headline: ΑΙ ΕΙΣ ΤΗΝ ΙΣΠΑΝΙΑΝ ΑΜΕΡΙΚΑΝΙΚΑΙ ΒΑΣΕΙΣ bbox=[66, 874, 366, 891]
subheadline: άπό τής έφαρμογής τοῦ 7ετοῦς σχεδίου bbox=[48, 89, 383, 108]
article-text: Ή «Πράβδα» κατηγορεῖ τάς Ήνωμένας Πολιτείας και τήν Μεγ. Βρεταννίαν ότι προσπαθοῦν νά αποτρέψουν τήν επίτευξιν συμφωνίας διά τήν διακοπήν τῶν πυρηνικῶν δοκιμῶν. Ή εφημερίς γράφει ότι αι Δυτικαί δυνάμεις επιμένουν εις αδικαιολογήτους επιθεωρήσεις, αι όποῖαι θα αποτελοῦν κατασκοπείαν. Αι συνομιλίαι τῆς Γενεύης έχουν διακοπῆ και αναμένεται νά επαναληφθοῦν τόν προσεχῆ μῆνα. bbox=[631, 941, 1005, 1063]
dateline: ΚΑΡΑΤΣΙ, 26. (Άσ. Πρ.). bbox=[438, 592, 599, 604]
headline: ΤΗΝ ΥΠΟΣΤΗΡΙΞΙΝ ΤΩΝ ΗΝ. ΠΟΛΙΤΕΙΩΝ bbox=[1252, 121, 1519, 138]
headline-script: Έπ' εὐκαιρίᾳ τοῦ σεληνιακοῦ έτους bbox=[80, 1726, 527, 1752]
article-text: Διά πρώτην φοράν εις τήν ιστορίαν τῆς ιδεολογικῆς διενέξεως μεταξύ Μόσχας και Πεκίνου, τό Κ.Κ. Κίνας έξαπέλυσεν άμεσον επίθεσιν κατά τοῦ Σοβιετικοῦ πρωθυπουργοῦ κ. Κρούστσεφ, κατονομάζον αυτόν. Τό άρθρον τῆς «Λαϊκῆς Ημερησίας» κατηγορεῖ τόν κ. Κρούστσεφ ότι προσπαθεῖ νά επιβάλη τάς απόψεις του εις όλα τά κομμουνιστικά κόμματα και ότι ενεργεῖ κατά τρόπον διασπαστικόν. Ο Δυτικοί παρατηρηταί θεωροῦν τό άρθρον ως σημαντικωτάτην ένδειξιν επισημοποιήσεως τῆς διασπάσεως μεταξύ τῶν δύο μεγάλων κομμουνιστικῶν χωρῶν. Τό άρθρον αναφέρεται επίσης εις τήν στάσιν τῆς Μόσχας κατά τό συνέδριον τοῦ Ανατολικογερμανικοῦ κόμματος, όπου ο Κινέζος αντιπρόσωπος απεδοκιμάσθη. Ή εφημερίς τονίζει ότι οι Κινέζοι κομμουνισταί δέν πρόκειται νά υποχωρήσουν από τάς θέσεις των, και ότι ή διαμάχη θα συνεχισθῆ μέχρι τῆς επικρατήσεως τῆς ορθῆς γραμμῆς. bbox=[631, 309, 1005, 519]
article-body bbox=[1207, 166, 1564, 221]
dateline: ΑΘΗΝΑΙ, 26. bbox=[4, 1589, 73, 1601]
story-negro-singer bbox=[434, 333, 624, 531]
article-text: Ή «Αλ Αχράμ» γράφει ότι ό πρώην Βρεταννός πρωθυπουργός σερ Άντονυ Ήντεν έδήλωσεν εις τά απομνημονεύματά του ότι ό Πρόεδρος Νάσσερ είχε γνώσιν τής άποπομπής τοῦ στρατηγοῦ Γκλάμπ Πασά από τήν Ιορδανίαν. Ό Αιγύπτιος Πρόεδρος διαψεύδει κατηγορηματικώς τό γεγονός και δηλοΐ ότι ούδεμίαν ανάμειξιν είχεν εις τήν υπόθεσιν αὐτήν. bbox=[4, 1226, 427, 1282]
story-lund-nasser bbox=[0, 1171, 431, 1364]
interheadline: ΚΙΝΕΖΙΚΗ ΒΟΗΘΕΙΑ bbox=[1425, 1481, 1530, 1494]
story-fanfani bbox=[434, 1524, 624, 1712]
article-text: Ό πρόεδρος Κέννεντυ δήλωσεν ότι ή πρότασις τῆς Σοβιετικῆς Ενώσεως διά περιορισμένον αριθμόν επιθεωρήσεων αποτελεῖ σημαντικόν βῆμα πρός τά εμπρός. bbox=[822, 979, 1005, 1046]
headline: ΡΩΣΣΟΣ ΠΡΟΣΕΦΕΡΕ ΤΑΣ ΑΠΟΔΟΧΑΣ ΤΗΣ ΒΡΕΤΑΝΝΙΑΣ bbox=[1221, 1925, 1550, 1940]
headline: ΚΑΙ ΕΙΣ ΑΛΛΟ bbox=[483, 12, 575, 29]
headline: ΤΗΝ ΒΟΗΘΕΙΑΝ ΠΡΟΣ ΤΟ ΝΟΤΙΟΝ ΒΙΕΤΝΑΜ bbox=[39, 1812, 568, 1843]
headline: ΩΣ ΚΑΙ ΕΠΙΣΗΜΟΠΟΙΗΣΙΝ ΤΗΣ ΔΙΑΣΠΑΣΕΩΣ bbox=[766, 284, 1061, 302]
interheadline: Ο ΑΝΤΙΚΙΝΕΖΙΚΟΙ ΛΟΓΟΙ bbox=[851, 411, 977, 423]
article-body bbox=[4, 1954, 604, 2030]
headline: ΟΤΙ Ο ΓΚΛΑΜΠ ΠΑΣΑΣ ΑΠΗΛΑΘΗ ΕΞ ΙΟΡΔΑΝΙΑΣ bbox=[75, 1204, 356, 1219]
headline: ΚΑΤΑ 165 ΚΑΙ 225 ΔΡΑΧΜΑΣ ΜΕΙΟΥΤΑΙ bbox=[50, 1546, 381, 1566]
article-body bbox=[4, 1590, 427, 1645]
deck: ΑΝΑΘΕΩΡΟΥΝΤΑΙ ΑΙ ΑΜΕΡΙΕΣ ΣΥΜΦΩΝΙΑΙ bbox=[102, 913, 329, 927]
boxed-item bbox=[444, 1143, 614, 1328]
article-text: τῆς επί τῆς επικαίρου πολιτικῆς καταστάσεως. Οι δύο αρχηγοί τῆς Ενώσεως Κέντρου συνηντήθησαν χθές επί δίωρον και εξέτασαν τήν πορείαν τῶν πολιτικῶν πραγμάτων. Μετά τό πέρας τῆς συναντήσεως ό κ. Παπανδρέου εδήλωσεν ότι υπάρχει πλήρης ταυτότης απόψεων και ότι ή Ένωσις Κέντρου είναι έτοιμη νά αντιμετωπίση οιανδήποτε εξέλιξιν. Εις πολιτικούς κύκλους θεωρεῖται βέβαιον ότι κατά τά τέλη Φεβρουαρίου ό Βασιλεύς θα αναλάβη πρωτοβουλίαν διά τήν ομαλοποίησιν τῆς πολιτικῆς ζωῆς. Ή κυβέρνησις, εξ άλλου, συνεχίζει τήν εφαρμογήν τοῦ προγράμματός της. bbox=[631, 1495, 1005, 1622]
story-mazout bbox=[0, 1539, 431, 1712]
headline: ΕΑΝ Η ΓΑΛΛΙΚΗ ΚΥΒΕΡΝΗΣΙΣ ΑΠΟΛΕΣΗ bbox=[1250, 106, 1521, 123]
script-headline-box bbox=[1207, 6, 1564, 59]
headline: ΕΦΘΑΣΑΝ ΕΙΣ ΤΗΝ ΚΟΡΥΦΗΝ ΤΩΝ ΑΛΠΕΩΝ bbox=[1257, 330, 1514, 345]
interheadline: ΤΟΝ ΦΕΒΡΟΥΑΡΙΟΝ ΠΡΩΤΟΒΟΥΛΙΑ bbox=[1053, 1531, 1158, 1555]
article-body bbox=[1207, 1036, 1564, 1179]
article-text: Κατά τήν πρόγνωσιν τῆς Μετεωρολογικῆς Υπηρεσίας, και σήμερον αι θερμοκρασίαι θα κυμανθοῦν υπό τό μηδέν εις τάς βορείους περιοχάς. Χθές αι θερμοκρασίαι έσημειώθησαν: Φλώρινα -7, Κοζάνη -5, Κόνιτσα -6, Τρίπολις -3, Λάρισσα -2, Θεσσαλονίκη 1, Αθῆναι 5, Ηράκλειον 9. bbox=[454, 1194, 605, 1315]
interheadline: ΕΠΙΣΚΕΨΙΣ ΤΟ ΜΕΤΩΠΟΝ bbox=[647, 1729, 781, 1741]
headline: ΤΡΕΙΣ ΝΕΑΡΟΙ ΓΕΡΜΑΝΟΙ ΟΡΕΙΒΑΤΑΙ bbox=[1278, 343, 1494, 359]
article-text: Ό υφυπουργός κ. Χέρτερ συνηντήθη μετά τῶν αντιπροσώπων τῆς Επιτροπῆς τῆς Κοινῆς Αγορᾶς. bbox=[1391, 1109, 1564, 1154]
interheadline: ΑΠΟΝΟΜΗ ΒΡΑΒΕΙΩΝ bbox=[1419, 749, 1536, 762]
column-rule bbox=[1201, 8, 1202, 2323]
